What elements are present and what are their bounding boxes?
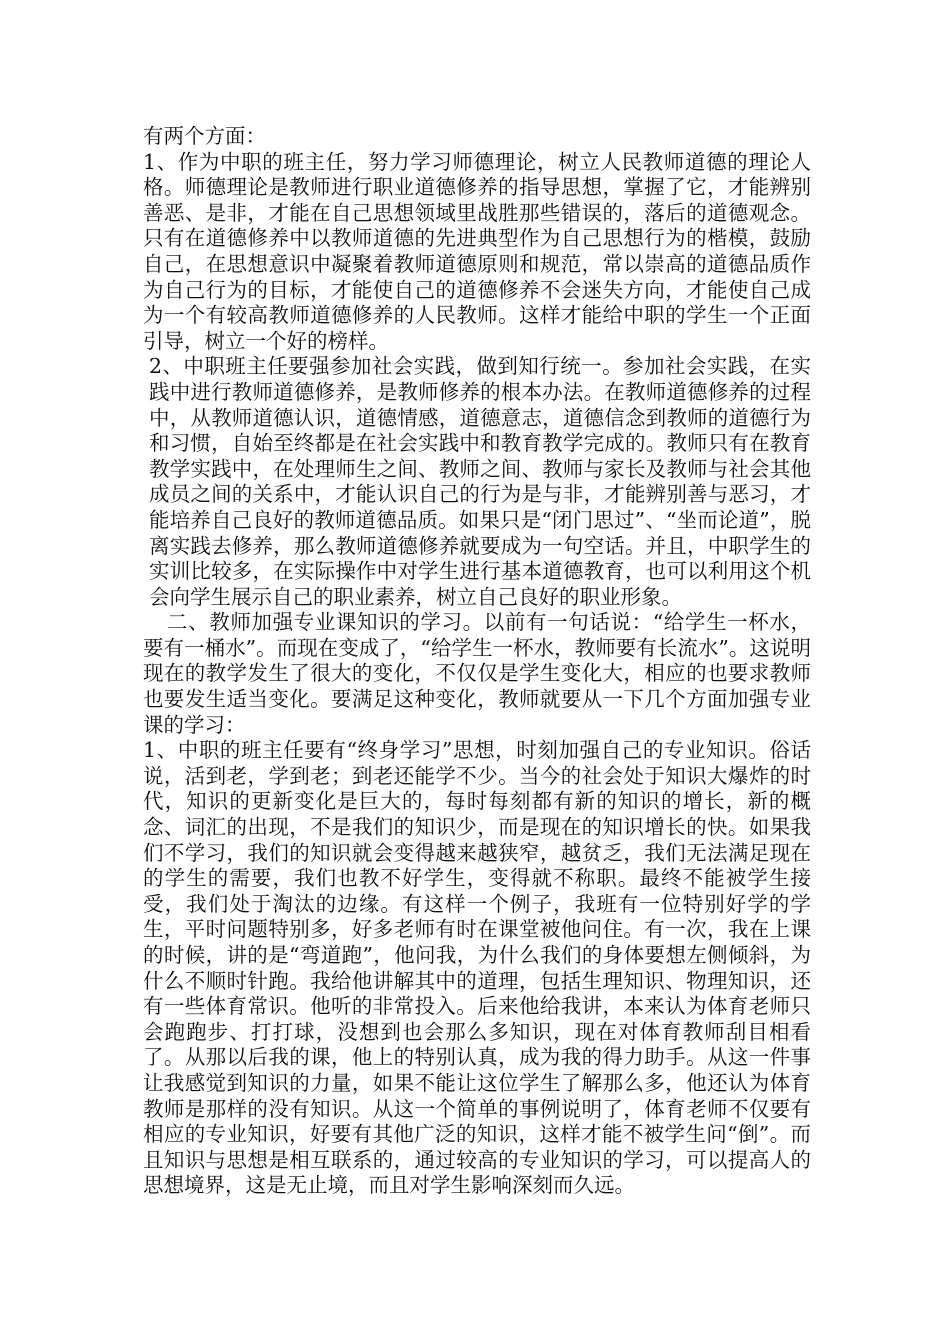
paragraph-intro: 有两个方面： — [143, 124, 266, 148]
paragraph-item-1-lifelong-learning: 1、中职的班主任要有“终身学习”思想，时刻加强自己的专业知识。俗话说，活到老，学到老；到老还能学不少。当今的社会处于知识大爆炸的时代，知识的更新变化是巨大的，每时每刻都有新的知识的增长，新的概念、词汇的出现，不是我们的知识少，而是现在的知识增长的快。如果我们不学习，我们的知识就会变得越来越狭窄，越贫乏，我们无法满足现在的学生的需要，我们也教不好学生，变得就不称职。最终不能被学生接受，我们处于淘汰的边缘。有这样一个例子，我班有一位特别好学的学生，平时问题特别多，好多老师有时在课堂被他问住。有一次，我在上课的时候，讲的是“弯道跑”，他问我，为什么我们的身体要想左侧倾斜，为什么不顺时针跑。我给他讲解其中的道理，包括生理知识、物理知识，还有一些体育常识。他听的非常投入。后来他给我讲，本来认为体育老师只会跑跑步、打打球，没想到也会那么多知识，现在对体育教师刮目相看了。从那以后我的课，他上的特别认真，成为我的得力助手。从这一件事让我感觉到知识的力量，如果不能让这位学生了解那么多，他还认为体育教师是那样的没有知识。从这一个简单的事例说明了，体育老师不仅要有相应的专业知识，好要有其他广泛的知识，这样才能不被学生问“倒”。而且知识与思想是相互联系的，通过较高的专业知识的学习，可以提高人的思想境界，这是无止境，而且对学生影响深刻而久远。 — [143, 738, 811, 1198]
document-page — [143, 124, 811, 1199]
paragraph-item-2-social-practice: 2、中职班主任要强参加社会实践，做到知行统一。参加社会实践，在实践中进行教师道德修养，是教师修养的根本办法。在教师道德修养的过程中，从教师道德认识，道德情感，道德意志，道德信念到教师的道德行为和习惯，自始至终都是在社会实践中和教育教学完成的。教师只有在教育教学实践中，在处理师生之间、教师之间、教师与家长及教师与社会其他成员之间的关系中，才能认识自己的行为是与非，才能辨别善与恶习，才能培养自己良好的教师道德品质。如果只是“闭门思过”、“坐而论道”，脱离实践去修养，那么教师道德修养就要成为一句空话。并且，中职学生的实训比较多，在实际操作中对学生进行基本道德教育，也可以利用这个机会向学生展示自己的职业素养，树立自己良好的职业形象。 — [149, 354, 811, 609]
paragraph-item-1-ethics-theory: 1、作为中职的班主任，努力学习师德理论，树立人民教师道德的理论人格。师德理论是教师进行职业道德修养的指导思想，掌握了它，才能辨别善恶、是非，才能在自己思想领域里战胜那些错误的，落后的道德观念。只有在道德修养中以教师道德的先进典型作为自己思想行为的楷模，鼓励自己，在思想意识中凝聚着教师道德原则和规范，常以崇高的道德品质作为自己行为的目标，才能使自己的道德修养不会迷失方向，才能使自己成为一个有较高教师道德修养的人民教师。这样才能给中职的学生一个正面引导，树立一个好的榜样。 — [143, 149, 811, 353]
paragraph-section-2-professional-study: 二、教师加强专业课知识的学习。以前有一句话说：“给学生一杯水，要有一桶水”。而现在变成了，“给学生一杯水，教师要有长流水”。这说明现在的教学发生了很大的变化，不仅仅是学生变化大，相应的也要求教师也要发生适当变化。要满足这种变化，教师就要从一下几个方面加强专业课的学习： — [143, 610, 811, 737]
